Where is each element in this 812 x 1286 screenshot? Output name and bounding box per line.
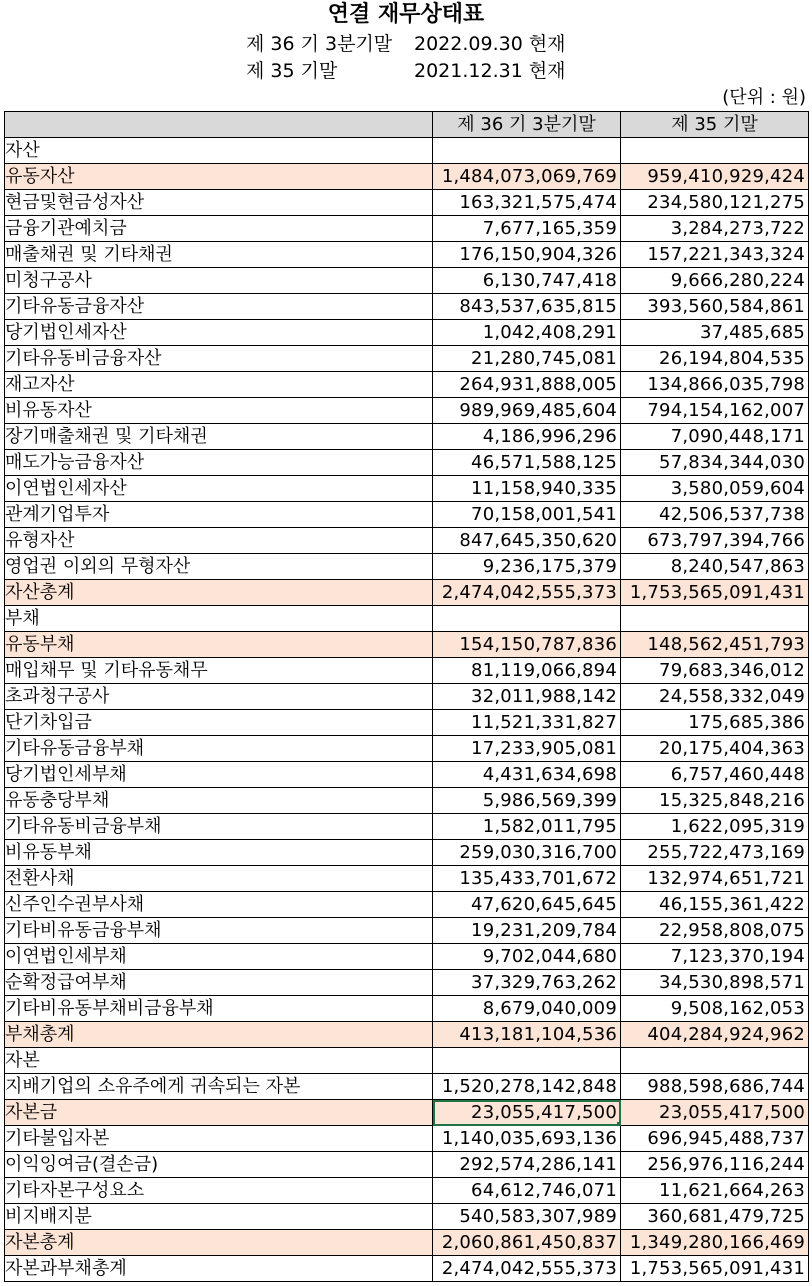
table-row [5, 1204, 809, 1230]
current-period-value-cell[interactable]: 259,030,316,700 [433, 840, 621, 866]
current-period-value-cell[interactable]: 9,702,044,680 [433, 944, 621, 970]
header-cell-account[interactable] [5, 112, 433, 138]
account-name-cell[interactable]: 관계기업투자 [5, 502, 433, 528]
table-row [5, 216, 809, 242]
account-name-cell[interactable]: 자본총계 [5, 1230, 433, 1256]
header-cell-prior-period[interactable]: 제 35 기말 [621, 112, 809, 138]
prior-period-value-cell[interactable]: 9,666,280,224 [621, 268, 809, 294]
account-name-cell[interactable]: 기타불입자본 [5, 1126, 433, 1152]
account-name-cell[interactable]: 당기법인세부채 [5, 762, 433, 788]
account-name-cell[interactable]: 유동충당부채 [5, 788, 433, 814]
header-cell-current-period[interactable]: 제 36 기 3분기말 [433, 112, 621, 138]
current-period-value-cell[interactable]: 1,582,011,795 [433, 814, 621, 840]
table-row [5, 1074, 809, 1100]
current-period-value-cell[interactable]: 70,158,001,541 [433, 502, 621, 528]
prior-period-value-cell[interactable]: 11,621,664,263 [621, 1178, 809, 1204]
account-name-cell[interactable]: 매입채무 및 기타유동채무 [5, 658, 433, 684]
current-period-value-cell[interactable]: 163,321,575,474 [433, 190, 621, 216]
prior-period-value-cell[interactable]: 8,240,547,863 [621, 554, 809, 580]
period-current-date: 2022.09.30 현재 [414, 33, 566, 55]
account-name-cell[interactable]: 기타자본구성요소 [5, 1178, 433, 1204]
prior-period-value-cell[interactable]: 57,834,344,030 [621, 450, 809, 476]
account-name-cell[interactable]: 기타유동금융부채 [5, 736, 433, 762]
prior-period-value-cell[interactable]: 360,681,479,725 [621, 1204, 809, 1230]
account-name-cell[interactable]: 현금및현금성자산 [5, 190, 433, 216]
current-period-value-cell[interactable]: 6,130,747,418 [433, 268, 621, 294]
account-name-cell[interactable]: 매도가능금융자산 [5, 450, 433, 476]
table-row [5, 450, 809, 476]
period-prior-date: 2021.12.31 현재 [414, 60, 566, 82]
prior-period-value-cell[interactable]: 794,154,162,007 [621, 398, 809, 424]
table-row [5, 710, 809, 736]
current-period-value-cell[interactable]: 847,645,350,620 [433, 528, 621, 554]
current-period-value-cell[interactable]: 843,537,635,815 [433, 294, 621, 320]
prior-period-value-cell[interactable]: 234,580,121,275 [621, 190, 809, 216]
prior-period-value-cell[interactable]: 9,508,162,053 [621, 996, 809, 1022]
table-row [5, 1152, 809, 1178]
prior-period-value-cell[interactable]: 34,530,898,571 [621, 970, 809, 996]
prior-period-value-cell[interactable]: 6,757,460,448 [621, 762, 809, 788]
current-period-value-cell[interactable]: 1,140,035,693,136 [433, 1126, 621, 1152]
current-period-value-cell[interactable]: 1,042,408,291 [433, 320, 621, 346]
current-period-value-cell[interactable]: 21,280,745,081 [433, 346, 621, 372]
prior-period-value-cell[interactable]: 22,958,808,075 [621, 918, 809, 944]
current-period-value-cell[interactable]: 9,236,175,379 [433, 554, 621, 580]
current-period-value-cell[interactable]: 8,679,040,009 [433, 996, 621, 1022]
account-name-cell[interactable]: 초과청구공사 [5, 684, 433, 710]
account-name-cell[interactable]: 비유동자산 [5, 398, 433, 424]
account-name-cell[interactable]: 기타유동비금융자산 [5, 346, 433, 372]
table-row [5, 736, 809, 762]
prior-period-value-cell[interactable]: 3,284,273,722 [621, 216, 809, 242]
unit-label: (단위 : 원) [722, 87, 806, 108]
account-name-cell[interactable]: 자본금 [5, 1100, 433, 1126]
current-period-value-cell[interactable]: 176,150,904,326 [433, 242, 621, 268]
statement-title: 연결 재무상태표 [327, 2, 485, 27]
current-period-value-cell[interactable]: 2,474,042,555,373 [433, 1256, 621, 1282]
prior-period-value-cell[interactable]: 3,580,059,604 [621, 476, 809, 502]
account-name-cell[interactable]: 지배기업의 소유주에게 귀속되는 자본 [5, 1074, 433, 1100]
table-row [5, 580, 809, 606]
account-name-cell[interactable]: 유동부채 [5, 632, 433, 658]
prior-period-value-cell[interactable]: 132,974,651,721 [621, 866, 809, 892]
table-row [5, 372, 809, 398]
account-name-cell[interactable]: 자산 [5, 138, 433, 164]
prior-period-value-cell[interactable]: 393,560,584,861 [621, 294, 809, 320]
prior-period-value-cell[interactable]: 46,155,361,422 [621, 892, 809, 918]
account-name-cell[interactable]: 기타비유동부채비금융부채 [5, 996, 433, 1022]
prior-period-value-cell[interactable]: 404,284,924,962 [621, 1022, 809, 1048]
prior-period-value-cell[interactable]: 20,175,404,363 [621, 736, 809, 762]
table-row [5, 1048, 809, 1074]
table-row [5, 814, 809, 840]
prior-period-value-cell[interactable]: 1,753,565,091,431 [621, 1256, 809, 1282]
prior-period-value-cell[interactable] [621, 606, 809, 632]
table-row [5, 996, 809, 1022]
current-period-value-cell[interactable]: 23,055,417,500 [433, 1100, 621, 1126]
current-period-value-cell[interactable] [433, 606, 621, 632]
current-period-value-cell[interactable]: 11,158,940,335 [433, 476, 621, 502]
prior-period-value-cell[interactable]: 23,055,417,500 [621, 1100, 809, 1126]
account-name-cell[interactable]: 장기매출채권 및 기타채권 [5, 424, 433, 450]
current-period-value-cell[interactable]: 292,574,286,141 [433, 1152, 621, 1178]
account-name-cell[interactable]: 비지배지분 [5, 1204, 433, 1230]
current-period-value-cell[interactable]: 32,011,988,142 [433, 684, 621, 710]
account-name-cell[interactable]: 전환사채 [5, 866, 433, 892]
account-name-cell[interactable]: 미청구공사 [5, 268, 433, 294]
prior-period-value-cell[interactable]: 1,622,095,319 [621, 814, 809, 840]
account-name-cell[interactable]: 자본과부채총계 [5, 1256, 433, 1282]
current-period-value-cell[interactable]: 47,620,645,645 [433, 892, 621, 918]
table-row [5, 1126, 809, 1152]
account-name-cell[interactable]: 기타유동비금융부채 [5, 814, 433, 840]
account-name-cell[interactable]: 매출채권 및 기타채권 [5, 242, 433, 268]
current-period-value-cell[interactable]: 17,233,905,081 [433, 736, 621, 762]
current-period-value-cell[interactable]: 413,181,104,536 [433, 1022, 621, 1048]
table-row [5, 138, 809, 164]
period-line-prior [0, 57, 812, 85]
table-row [5, 424, 809, 450]
prior-period-value-cell[interactable]: 15,325,848,216 [621, 788, 809, 814]
prior-period-value-cell[interactable]: 696,945,488,737 [621, 1126, 809, 1152]
table-row [5, 294, 809, 320]
table-row [5, 1178, 809, 1204]
current-period-value-cell[interactable]: 64,612,746,071 [433, 1178, 621, 1204]
table-row [5, 320, 809, 346]
prior-period-value-cell[interactable] [621, 1048, 809, 1074]
table-row [5, 268, 809, 294]
account-name-cell[interactable]: 부채 [5, 606, 433, 632]
prior-period-value-cell[interactable]: 7,090,448,171 [621, 424, 809, 450]
table-row [5, 606, 809, 632]
table-row [5, 788, 809, 814]
account-name-cell[interactable]: 유동자산 [5, 164, 433, 190]
table-row [5, 970, 809, 996]
table-row [5, 684, 809, 710]
account-name-cell[interactable]: 자산총계 [5, 580, 433, 606]
prior-period-value-cell[interactable]: 79,683,346,012 [621, 658, 809, 684]
current-period-value-cell[interactable]: 989,969,485,604 [433, 398, 621, 424]
prior-period-value-cell[interactable]: 7,123,370,194 [621, 944, 809, 970]
table-header-row [5, 112, 809, 138]
table-row [5, 502, 809, 528]
current-period-value-cell[interactable]: 4,186,996,296 [433, 424, 621, 450]
prior-period-value-cell[interactable]: 1,349,280,166,469 [621, 1230, 809, 1256]
account-name-cell[interactable]: 기타유동금융자산 [5, 294, 433, 320]
account-name-cell[interactable]: 부채총계 [5, 1022, 433, 1048]
current-period-value-cell[interactable]: 1,484,073,069,769 [433, 164, 621, 190]
current-period-value-cell[interactable]: 264,931,888,005 [433, 372, 621, 398]
table-row [5, 944, 809, 970]
prior-period-value-cell[interactable]: 988,598,686,744 [621, 1074, 809, 1100]
prior-period-value-cell[interactable]: 42,506,537,738 [621, 502, 809, 528]
account-name-cell[interactable]: 유형자산 [5, 528, 433, 554]
current-period-value-cell[interactable]: 7,677,165,359 [433, 216, 621, 242]
table-row [5, 242, 809, 268]
current-period-value-cell[interactable]: 540,583,307,989 [433, 1204, 621, 1230]
current-period-value-cell[interactable]: 37,329,763,262 [433, 970, 621, 996]
table-row [5, 1100, 809, 1126]
table-row [5, 762, 809, 788]
table-row [5, 528, 809, 554]
table-row [5, 190, 809, 216]
account-name-cell[interactable]: 기타비유동금융부채 [5, 918, 433, 944]
current-period-value-cell[interactable]: 2,060,861,450,837 [433, 1230, 621, 1256]
period-prior-label: 제 35 기말 [246, 60, 338, 82]
table-row [5, 554, 809, 580]
prior-period-value-cell[interactable]: 37,485,685 [621, 320, 809, 346]
account-name-cell[interactable]: 신주인수권부사채 [5, 892, 433, 918]
current-period-value-cell[interactable]: 2,474,042,555,373 [433, 580, 621, 606]
account-name-cell[interactable]: 단기차입금 [5, 710, 433, 736]
period-line-current [0, 30, 812, 58]
table-row [5, 892, 809, 918]
current-period-value-cell[interactable]: 4,431,634,698 [433, 762, 621, 788]
account-name-cell[interactable]: 금융기관예치금 [5, 216, 433, 242]
table-row [5, 164, 809, 190]
period-current-label: 제 36 기 3분기말 [246, 33, 393, 55]
table-row [5, 866, 809, 892]
prior-period-value-cell[interactable] [621, 138, 809, 164]
current-period-value-cell[interactable]: 135,433,701,672 [433, 866, 621, 892]
current-period-value-cell[interactable]: 154,150,787,836 [433, 632, 621, 658]
current-period-value-cell[interactable]: 19,231,209,784 [433, 918, 621, 944]
account-name-cell[interactable]: 자본 [5, 1048, 433, 1074]
account-name-cell[interactable]: 이연법인세자산 [5, 476, 433, 502]
table-row [5, 1022, 809, 1048]
prior-period-value-cell[interactable]: 959,410,929,424 [621, 164, 809, 190]
current-period-value-cell[interactable]: 11,521,331,827 [433, 710, 621, 736]
prior-period-value-cell[interactable]: 26,194,804,535 [621, 346, 809, 372]
current-period-value-cell[interactable]: 46,571,588,125 [433, 450, 621, 476]
balance-sheet-table [4, 111, 809, 1282]
table-row [5, 1256, 809, 1282]
current-period-value-cell[interactable]: 1,520,278,142,848 [433, 1074, 621, 1100]
current-period-value-cell[interactable]: 5,986,569,399 [433, 788, 621, 814]
account-name-cell[interactable]: 당기법인세자산 [5, 320, 433, 346]
account-name-cell[interactable]: 순확정급여부채 [5, 970, 433, 996]
table-row [5, 840, 809, 866]
prior-period-value-cell[interactable]: 256,976,116,244 [621, 1152, 809, 1178]
current-period-value-cell[interactable]: 81,119,066,894 [433, 658, 621, 684]
account-name-cell[interactable]: 비유동부채 [5, 840, 433, 866]
prior-period-value-cell[interactable]: 134,866,035,798 [621, 372, 809, 398]
prior-period-value-cell[interactable]: 24,558,332,049 [621, 684, 809, 710]
table-row [5, 1230, 809, 1256]
table-row [5, 476, 809, 502]
prior-period-value-cell[interactable]: 157,221,343,324 [621, 242, 809, 268]
account-name-cell[interactable]: 영업권 이외의 무형자산 [5, 554, 433, 580]
prior-period-value-cell[interactable]: 673,797,394,766 [621, 528, 809, 554]
table-row [5, 632, 809, 658]
table-row [5, 398, 809, 424]
account-name-cell[interactable]: 이연법인세부채 [5, 944, 433, 970]
prior-period-value-cell[interactable]: 255,722,473,169 [621, 840, 809, 866]
prior-period-value-cell[interactable]: 175,685,386 [621, 710, 809, 736]
table-row [5, 658, 809, 684]
table-row [5, 918, 809, 944]
prior-period-value-cell[interactable]: 1,753,565,091,431 [621, 580, 809, 606]
table-row [5, 346, 809, 372]
prior-period-value-cell[interactable]: 148,562,451,793 [621, 632, 809, 658]
current-period-value-cell[interactable] [433, 138, 621, 164]
account-name-cell[interactable]: 이익잉여금(결손금) [5, 1152, 433, 1178]
account-name-cell[interactable]: 재고자산 [5, 372, 433, 398]
current-period-value-cell[interactable] [433, 1048, 621, 1074]
